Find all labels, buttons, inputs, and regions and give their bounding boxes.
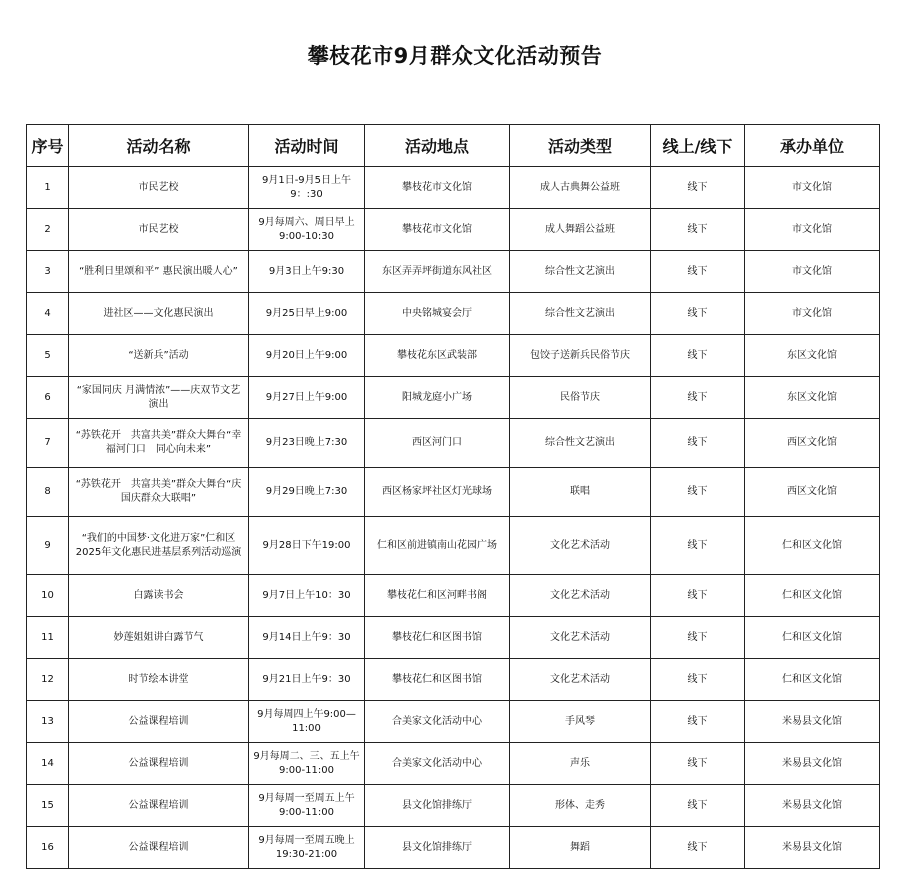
- activity-name: 市民艺校: [69, 209, 249, 251]
- online-offline: 线下: [651, 517, 745, 575]
- online-offline: 线下: [651, 785, 745, 827]
- row-number: 7: [27, 419, 69, 468]
- row-number: 5: [27, 335, 69, 377]
- header-type: 活动类型: [510, 125, 651, 167]
- online-offline: 线下: [651, 209, 745, 251]
- table-row: [27, 659, 880, 701]
- row-number: 16: [27, 827, 69, 869]
- online-offline: 线下: [651, 827, 745, 869]
- activity-name: “苏铁花开 共富共美”群众大舞台“庆国庆群众大联唱”: [69, 468, 249, 517]
- activity-time: 9月7日上午10：30: [249, 575, 365, 617]
- table-row: [27, 209, 880, 251]
- row-number: 2: [27, 209, 69, 251]
- organizer: 米易县文化馆: [745, 743, 880, 785]
- activity-venue: 东区弄弄坪街道东风社区: [365, 251, 510, 293]
- organizer: 市文化馆: [745, 293, 880, 335]
- activity-time: 9月每周二、三、五上午9:00-11:00: [249, 743, 365, 785]
- activity-name: “苏铁花开 共富共美”群众大舞台“幸福河门口 同心向未来”: [69, 419, 249, 468]
- activity-venue: 攀枝花仁和区图书馆: [365, 659, 510, 701]
- organizer: 东区文化馆: [745, 335, 880, 377]
- organizer: 米易县文化馆: [745, 827, 880, 869]
- activity-name: 妙莲姐姐讲白露节气: [69, 617, 249, 659]
- row-number: 12: [27, 659, 69, 701]
- table-row: [27, 377, 880, 419]
- activity-time: 9月28日下午19:00: [249, 517, 365, 575]
- table-row: [27, 419, 880, 468]
- activity-time: 9月每周一至周五上午9:00-11:00: [249, 785, 365, 827]
- table-row: [27, 167, 880, 209]
- row-number: 14: [27, 743, 69, 785]
- organizer: 西区文化馆: [745, 468, 880, 517]
- page-title: 攀枝花市9月群众文化活动预告: [307, 44, 603, 68]
- activity-name: “我们的中国梦·文化进万家”仁和区2025年文化惠民进基层系列活动巡演: [69, 517, 249, 575]
- table-row: [27, 468, 880, 517]
- row-number: 4: [27, 293, 69, 335]
- header-row: [27, 125, 880, 167]
- activity-time: 9月29日晚上7:30: [249, 468, 365, 517]
- table-row: [27, 517, 880, 575]
- activity-type: 文化艺术活动: [510, 617, 651, 659]
- online-offline: 线下: [651, 617, 745, 659]
- activity-name: 公益课程培训: [69, 827, 249, 869]
- online-offline: 线下: [651, 167, 745, 209]
- activity-type: 文化艺术活动: [510, 517, 651, 575]
- activity-type: 舞蹈: [510, 827, 651, 869]
- activity-venue: 县文化馆排练厅: [365, 827, 510, 869]
- activity-venue: 西区杨家坪社区灯光球场: [365, 468, 510, 517]
- activity-venue: 攀枝花仁和区河畔书阁: [365, 575, 510, 617]
- activity-type: 联唱: [510, 468, 651, 517]
- online-offline: 线下: [651, 743, 745, 785]
- activity-time: 9月每周一至周五晚上19:30-21:00: [249, 827, 365, 869]
- activity-venue: 攀枝花东区武装部: [365, 335, 510, 377]
- activity-time: 9月每周四上午9:00—11:00: [249, 701, 365, 743]
- activity-venue: 中央铭城宴会厅: [365, 293, 510, 335]
- activity-venue: 西区河门口: [365, 419, 510, 468]
- row-number: 1: [27, 167, 69, 209]
- organizer: 米易县文化馆: [745, 785, 880, 827]
- organizer: 仁和区文化馆: [745, 575, 880, 617]
- activity-type: 包饺子送新兵民俗节庆: [510, 335, 651, 377]
- activity-time: 9月27日上午9:00: [249, 377, 365, 419]
- activity-venue: 攀枝花市文化馆: [365, 209, 510, 251]
- activity-name: 公益课程培训: [69, 701, 249, 743]
- online-offline: 线下: [651, 659, 745, 701]
- activity-venue: 阳城龙庭小广场: [365, 377, 510, 419]
- table-row: [27, 575, 880, 617]
- organizer: 米易县文化馆: [745, 701, 880, 743]
- activity-time: 9月1日-9月5日上午9：:30: [249, 167, 365, 209]
- row-number: 11: [27, 617, 69, 659]
- row-number: 15: [27, 785, 69, 827]
- activity-time: 9月20日上午9:00: [249, 335, 365, 377]
- online-offline: 线下: [651, 575, 745, 617]
- activity-venue: 攀枝花仁和区图书馆: [365, 617, 510, 659]
- online-offline: 线下: [651, 293, 745, 335]
- activity-type: 综合性文艺演出: [510, 293, 651, 335]
- activity-venue: 合美家文化活动中心: [365, 701, 510, 743]
- organizer: 仁和区文化馆: [745, 517, 880, 575]
- activity-type: 综合性文艺演出: [510, 251, 651, 293]
- activity-time: 9月23日晚上7:30: [249, 419, 365, 468]
- row-number: 9: [27, 517, 69, 575]
- activity-type: 形体、走秀: [510, 785, 651, 827]
- row-number: 8: [27, 468, 69, 517]
- activity-name: 市民艺校: [69, 167, 249, 209]
- activity-type: 综合性文艺演出: [510, 419, 651, 468]
- activity-name: “胜利日里颂和平” 惠民演出暖人心”: [69, 251, 249, 293]
- table-row: [27, 701, 880, 743]
- online-offline: 线下: [651, 468, 745, 517]
- organizer: 仁和区文化馆: [745, 659, 880, 701]
- header-mode: 线上/线下: [651, 125, 745, 167]
- organizer: 仁和区文化馆: [745, 617, 880, 659]
- table-row: [27, 335, 880, 377]
- header-no: 序号: [27, 125, 69, 167]
- table-row: [27, 743, 880, 785]
- activity-name: “家国同庆 月满情浓”——庆双节文艺演出: [69, 377, 249, 419]
- organizer: 西区文化馆: [745, 419, 880, 468]
- table-row: [27, 785, 880, 827]
- activity-type: 成人古典舞公益班: [510, 167, 651, 209]
- online-offline: 线下: [651, 419, 745, 468]
- activity-venue: 攀枝花市文化馆: [365, 167, 510, 209]
- activity-type: 成人舞蹈公益班: [510, 209, 651, 251]
- activity-venue: 县文化馆排练厅: [365, 785, 510, 827]
- activity-type: 声乐: [510, 743, 651, 785]
- activity-type: 手风琴: [510, 701, 651, 743]
- organizer: 市文化馆: [745, 251, 880, 293]
- row-number: 3: [27, 251, 69, 293]
- header-time: 活动时间: [249, 125, 365, 167]
- organizer: 东区文化馆: [745, 377, 880, 419]
- activity-venue: 仁和区前进镇南山花园广场: [365, 517, 510, 575]
- header-venue: 活动地点: [365, 125, 510, 167]
- activity-type: 文化艺术活动: [510, 659, 651, 701]
- activity-type: 民俗节庆: [510, 377, 651, 419]
- organizer: 市文化馆: [745, 209, 880, 251]
- activity-venue: 合美家文化活动中心: [365, 743, 510, 785]
- table-row: [27, 251, 880, 293]
- activity-time: 9月21日上午9：30: [249, 659, 365, 701]
- activity-time: 9月每周六、周日早上9:00-10:30: [249, 209, 365, 251]
- online-offline: 线下: [651, 251, 745, 293]
- row-number: 13: [27, 701, 69, 743]
- activity-name: 公益课程培训: [69, 743, 249, 785]
- activity-name: 时节绘本讲堂: [69, 659, 249, 701]
- organizer: 市文化馆: [745, 167, 880, 209]
- online-offline: 线下: [651, 335, 745, 377]
- activity-name: 白露读书会: [69, 575, 249, 617]
- table-row: [27, 617, 880, 659]
- header-org: 承办单位: [745, 125, 880, 167]
- row-number: 10: [27, 575, 69, 617]
- activity-time: 9月14日上午9：30: [249, 617, 365, 659]
- table-row: [27, 293, 880, 335]
- activity-type: 文化艺术活动: [510, 575, 651, 617]
- activity-name: 公益课程培训: [69, 785, 249, 827]
- online-offline: 线下: [651, 377, 745, 419]
- activity-time: 9月3日上午9:30: [249, 251, 365, 293]
- table-row: [27, 827, 880, 869]
- activity-name: 进社区——文化惠民演出: [69, 293, 249, 335]
- activity-name: “送新兵”活动: [69, 335, 249, 377]
- online-offline: 线下: [651, 701, 745, 743]
- row-number: 6: [27, 377, 69, 419]
- header-name: 活动名称: [69, 125, 249, 167]
- activity-time: 9月25日早上9:00: [249, 293, 365, 335]
- activity-schedule-table: [26, 124, 880, 869]
